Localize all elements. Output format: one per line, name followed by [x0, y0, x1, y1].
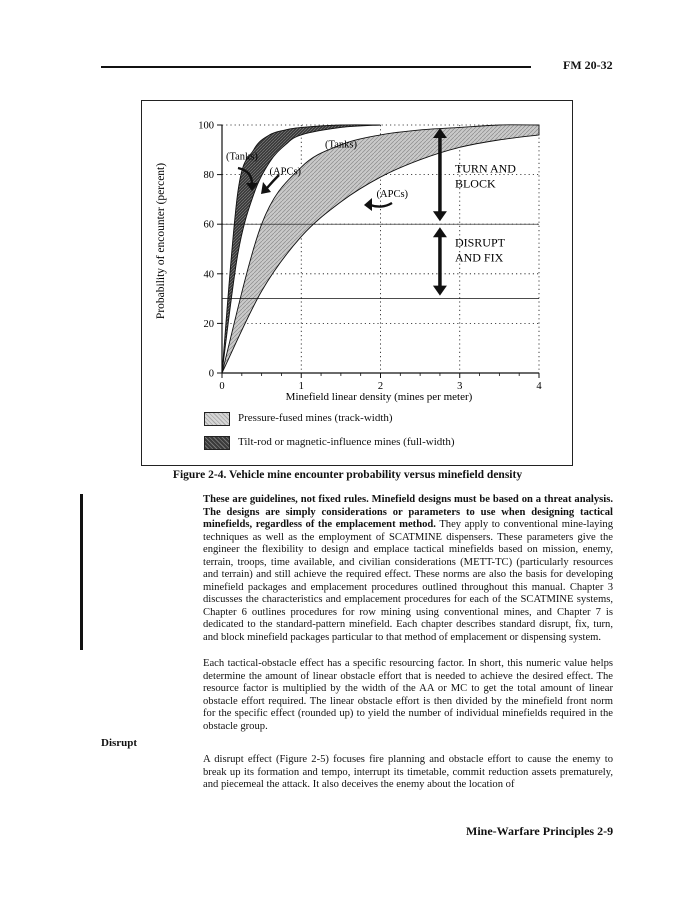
x-tick-label: 0 [219, 381, 225, 392]
x-axis-label: Minefield linear density (mines per meter) [285, 391, 473, 403]
header-rule [101, 66, 531, 68]
x-tick-label: 2 [377, 381, 384, 392]
legend-label-tilt-rod: Tilt-rod or magnetic-influence mines (full-width) [238, 436, 455, 448]
effect-zone-arrowhead-bottom-1 [433, 286, 447, 296]
curve-annotation-label: (Tanks) [225, 151, 258, 163]
legend-swatch-tilt-rod [204, 436, 230, 450]
y-axis-label: Probability of encounter (percent) [155, 162, 167, 320]
encounter-probability-chart [142, 101, 572, 465]
paragraph-resourcing-factor: Each tactical-obstacle effect has a specific resourcing factor. In short, this numeric value helps determine the amount of linear obstacle effort that is needed to achieve the desired effect. The resource factor is multiplied by the width of the AA or MC to get the total amount of linear obstacle effort required. The linear obstacle effort is then divided by the minefield front norm for the specific effect (rounded up) to yield the number of individual minefields required in the obstacle group. [203, 658, 613, 732]
y-tick-label: 60 [203, 219, 214, 231]
figure-caption: Figure 2-4. Vehicle mine encounter probability versus minefield density [172, 469, 523, 481]
page-footer: Mine-Warfare Principles 2-9 [466, 824, 614, 838]
y-tick-label: 100 [198, 120, 214, 132]
effect-zone-label: DISRUPT [454, 235, 505, 250]
section-heading-disrupt: Disrupt [101, 737, 138, 749]
paragraph-guidelines [203, 494, 613, 644]
curve-annotation-label: (Tanks) [325, 139, 357, 151]
paragraph-guidelines-text: They apply to conventional mine-laying techniques as well as the employment of SCATMINE dispensers. These parameters give the engineer the flexibility to design and emplace tactical minefields based on mission, enemy, terrain, troops, time available, and civilian considerations (METT-TC) (particularly resources and terrain) and still achieve the required effect. These norms are also the basis for developing minefield packages and emplacement procedures outlined throughout this manual. Chapter 3 discusses the characteristics and emplacement procedures for each of the SCATMINE systems, Chapter 6 outlines procedures for row mining using conventional mines, and Chapter 7 is dedicated to the standard-pattern minefield. Each chapter describes standard disrupt, fix, turn, and block minefield packages particular to that method of emplacement or dispensing system. [203, 519, 613, 643]
x-tick-label: 4 [536, 381, 542, 392]
x-tick-label: 3 [457, 381, 463, 392]
paragraph-disrupt: A disrupt effect (Figure 2-5) focuses fire planning and obstacle effort to cause the enemy to break up its formation and tempo, interrupt its timetable, commit reduction assets prematurely, and piecemeal the attack. It also deceives the enemy about the location of [203, 754, 613, 790]
curve-annotation-label: (APCs) [376, 188, 409, 200]
effect-zone-label: BLOCK [454, 176, 496, 191]
figure-box [141, 100, 573, 466]
y-tick-label: 20 [203, 318, 214, 330]
curve-annotation-label: (APCs) [269, 166, 302, 178]
change-bar [80, 494, 83, 650]
legend-label-pressure-fused: Pressure-fused mines (track-width) [238, 412, 393, 424]
document-code: FM 20-32 [563, 58, 613, 72]
y-tick-label: 0 [208, 368, 214, 380]
arrow-apcs-track-width-head [364, 198, 372, 211]
y-tick-label: 80 [203, 170, 214, 182]
effect-zone-label: TURN AND [454, 161, 516, 176]
arrow-apcs-track-width [370, 203, 392, 207]
effect-zone-arrowhead-top-1 [433, 227, 447, 237]
legend-swatch-pressure-fused [204, 412, 230, 426]
paragraph-guidelines-bold: These are guidelines, not fixed rules. Minefield designs must be based on a threat analysis. The designs are simply considerations or parameters to use when designing tactical minefields, regardless of the emplacement method. [203, 494, 613, 530]
y-tick-label: 40 [203, 269, 214, 281]
effect-zone-arrowhead-bottom-0 [433, 211, 447, 221]
effect-zone-label: AND FIX [454, 250, 504, 265]
x-tick-label: 1 [298, 381, 304, 392]
